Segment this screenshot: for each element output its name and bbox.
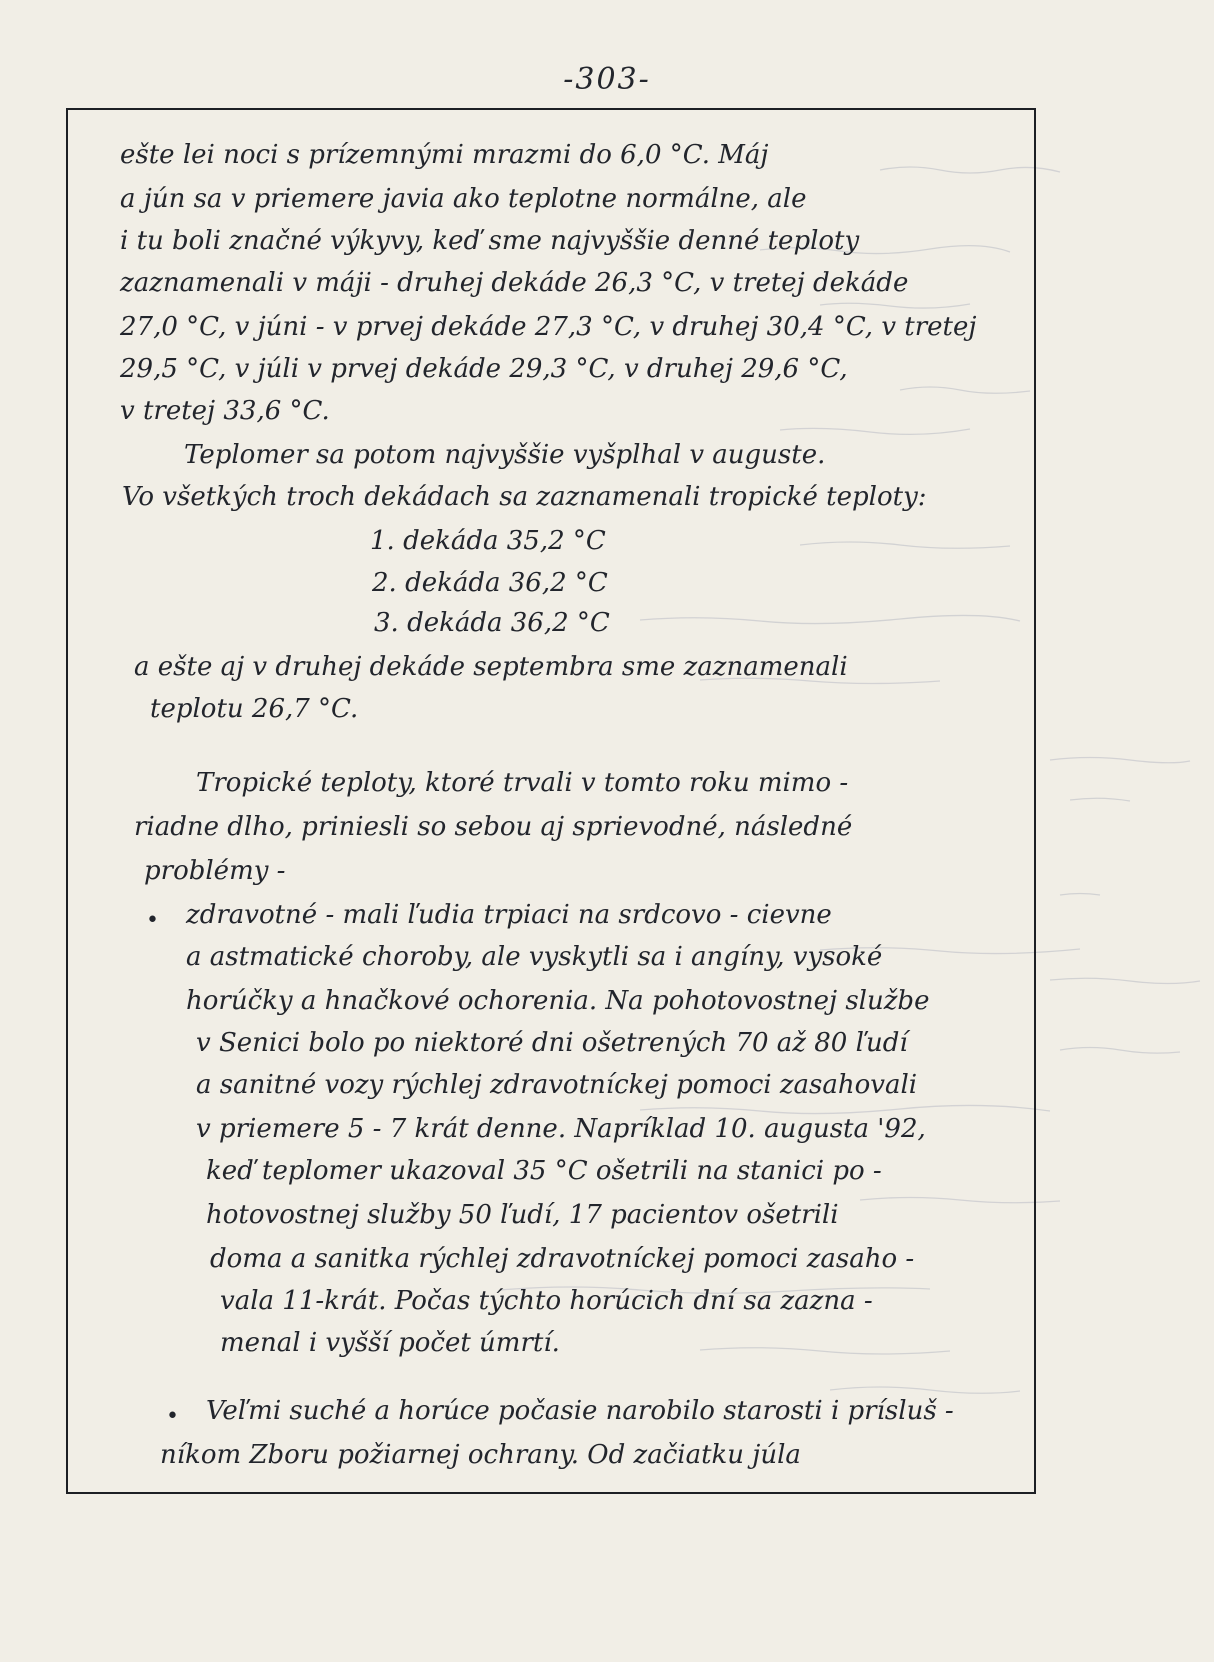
text-line: a astmatické choroby, ale vyskytli sa i angíny, vysoké — [186, 942, 883, 972]
text-line: Teplomer sa potom najvyššie vyšplhal v auguste. — [184, 440, 826, 470]
dekada-row: 3. dekáda 36,2 °C — [374, 608, 610, 638]
text-line: menal i vyšší počet úmrtí. — [220, 1328, 560, 1358]
text-line: 27,0 °C, v júni - v prvej dekáde 27,3 °C, v druhej 30,4 °C, v tretej — [120, 312, 977, 342]
dekada-row: 2. dekáda 36,2 °C — [372, 568, 608, 598]
text-line: problémy - — [144, 856, 286, 886]
text-line: Tropické teploty, ktoré trvali v tomto roku mimo - — [196, 768, 849, 798]
page-number: -303- — [563, 62, 651, 97]
text-line: ešte lei noci s prízemnými mrazmi do 6,0 °C. Máj — [120, 140, 769, 170]
text-line: v tretej 33,6 °C. — [120, 396, 330, 426]
text-line: Vo všetkých troch dekádach sa zaznamenali tropické teploty: — [122, 482, 927, 512]
text-line: v Senici bolo po niektoré dni ošetrených 70 až 80 ľudí — [196, 1028, 908, 1058]
text-line: Veľmi suché a horúce počasie narobilo starosti i prísluš - — [206, 1396, 954, 1426]
text-line: i tu boli značné výkyvy, keď sme najvyššie denné teploty — [120, 226, 860, 256]
text-line: a jún sa v priemere javia ako teplotne normálne, ale — [120, 184, 807, 214]
text-line: níkom Zboru požiarnej ochrany. Od začiatku júla — [160, 1440, 801, 1470]
text-line: riadne dlho, priniesli so sebou aj sprievodné, následné — [134, 812, 853, 842]
bullet-marker: • — [146, 908, 159, 933]
text-line: keď teplomer ukazoval 35 °C ošetrili na stanici po - — [206, 1156, 882, 1186]
text-line: doma a sanitka rýchlej zdravotníckej pomoci zasaho - — [210, 1244, 915, 1274]
text-line: zaznamenali v máji - druhej dekáde 26,3 °C, v tretej dekáde — [120, 268, 909, 298]
text-line: horúčky a hnačkové ochorenia. Na pohotovostnej službe — [186, 986, 930, 1016]
text-line: 29,5 °C, v júli v prvej dekáde 29,3 °C, v druhej 29,6 °C, — [120, 354, 848, 384]
text-line: teplotu 26,7 °C. — [150, 694, 359, 724]
text-line: a sanitné vozy rýchlej zdravotníckej pomoci zasahovali — [196, 1070, 918, 1100]
text-line: v priemere 5 - 7 krát denne. Napríklad 10. augusta '92, — [196, 1114, 926, 1144]
text-line: a ešte aj v druhej dekáde septembra sme zaznamenali — [134, 652, 848, 682]
bullet-marker: • — [166, 1404, 179, 1429]
dekada-row: 1. dekáda 35,2 °C — [370, 526, 606, 556]
text-line: zdravotné - mali ľudia trpiaci na srdcovo - cievne — [186, 900, 832, 930]
text-line: hotovostnej služby 50 ľudí, 17 pacientov ošetrili — [206, 1200, 839, 1230]
text-line: vala 11-krát. Počas týchto horúcich dní sa zazna - — [220, 1286, 873, 1316]
